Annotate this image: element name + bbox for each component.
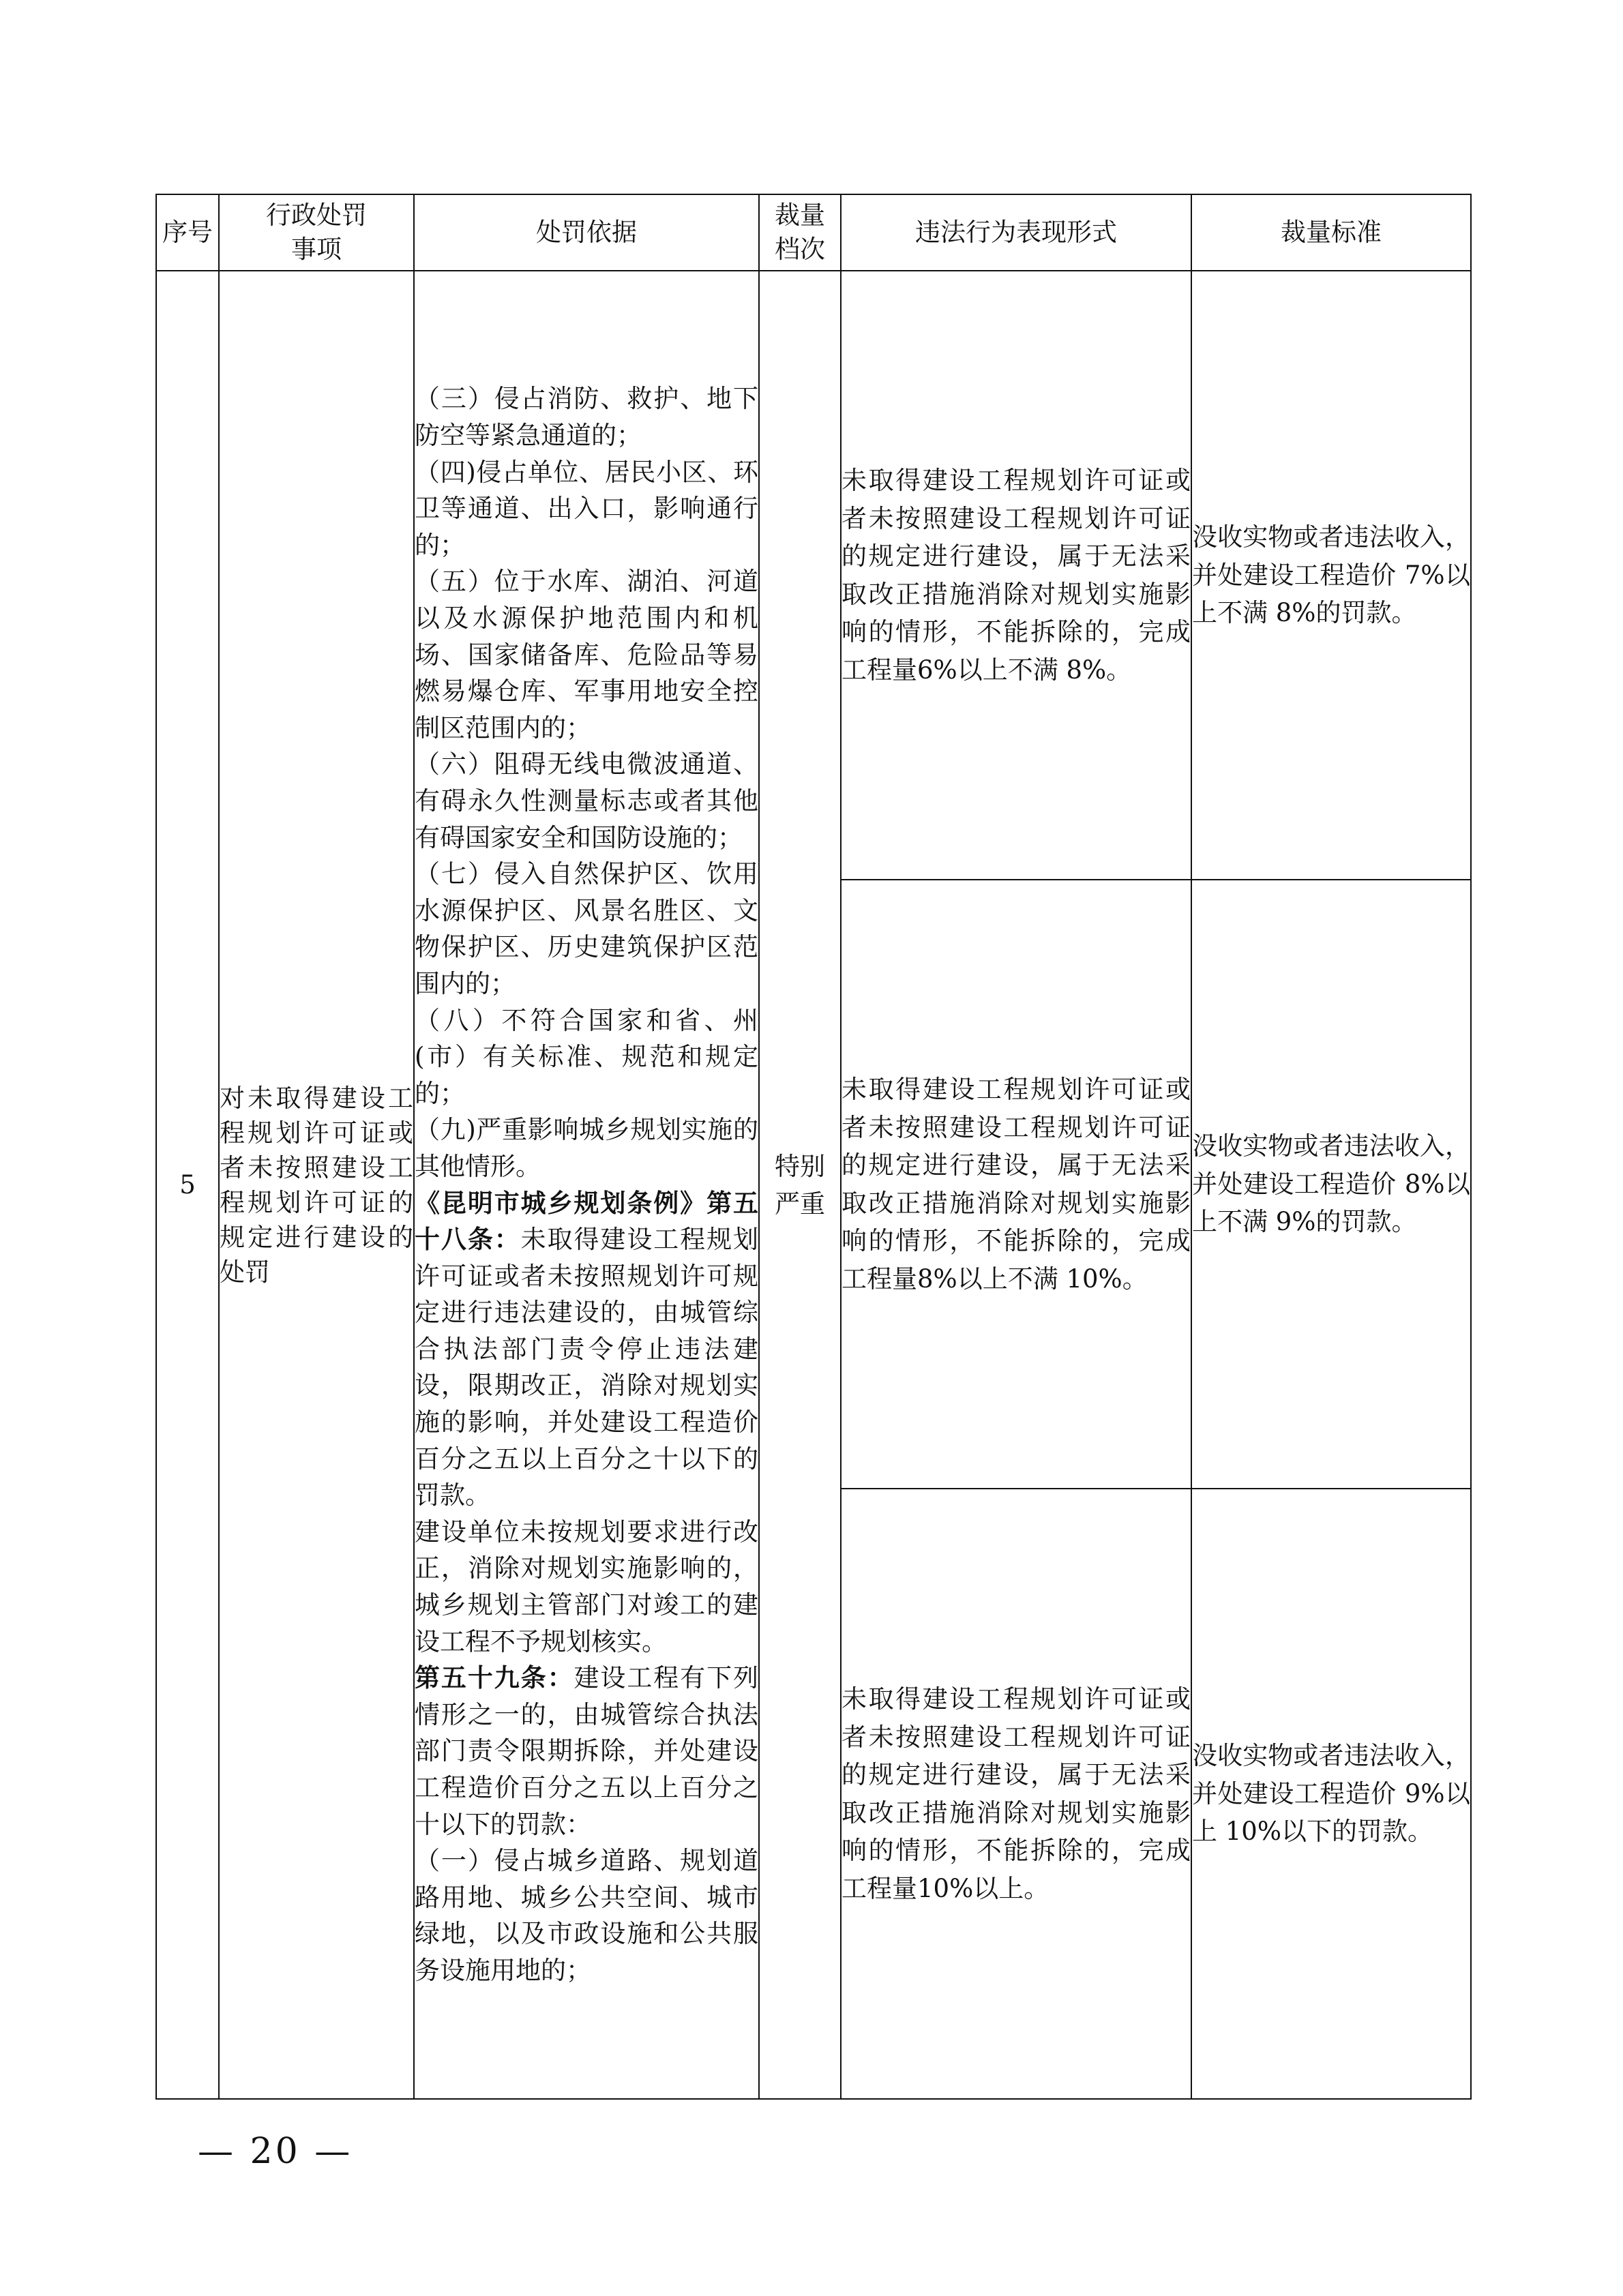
basis-item-3: （三）侵占消防、救护、地下防空等紧急通道的； — [415, 384, 758, 451]
basis-item-4: （四)侵占单位、居民小区、环卫等通道、出入口，影响通行的； — [415, 457, 758, 560]
header-basis: 处罚依据 — [414, 194, 759, 271]
table-header-row — [156, 194, 1471, 271]
header-level — [759, 194, 841, 271]
header-seq: 序号 — [156, 194, 219, 271]
basis-item-9: （九)严重影响城乡规划实施的其他情形。 — [415, 1115, 758, 1181]
article-58-title: 《昆明市城乡规划条例》第五十八条： — [415, 1187, 758, 1255]
row-matter: 对未取得建设工程规划许可证或者未按照建设工程规划许可证的规定进行建设的处罚 — [219, 271, 414, 2099]
row-seq: 5 — [156, 271, 219, 2099]
behavior-cell-3: 未取得建设工程规划许可证或者未按照建设工程规划许可证的规定进行建设，属于无法采取改正措施消除对规划实施影响的情形，不能拆除的，完成工程量10%以上。 — [841, 1489, 1191, 2099]
penalty-table — [155, 194, 1472, 2100]
standard-cell-1: 没收实物或者违法收入，并处建设工程造价 7%以上不满 8%的罚款。 — [1191, 271, 1471, 880]
basis-article-58-para2: 建设单位未按规划要求进行改正，消除对规划实施影响的，城乡规划主管部门对竣工的建设工程不予规划核实。 — [415, 1517, 758, 1656]
standard-cell-3: 没收实物或者违法收入，并处建设工程造价 9%以上 10%以下的罚款。 — [1191, 1489, 1471, 2099]
basis-item-6: （六）阻碍无线电微波通道、有碍永久性测量标志或者其他有碍国家安全和国防设施的； — [415, 749, 758, 852]
article-59-text: 建设工程有下列情形之一的，由城管综合执法部门责令限期拆除，并处建设工程造价百分之五以上百分之十以下的罚款： — [415, 1663, 758, 1839]
basis-item-8: （八）不符合国家和省、州(市）有关标准、规范和规定的； — [415, 1005, 758, 1108]
page-number: — 20 — — [198, 2131, 353, 2172]
article-58-text: 未取得建设工程规划许可证或者未按照规划许可规定进行违法建设的，由城管综合执法部门责令停止违法建设，限期改正，消除对规划实施的影响，并处建设工程造价百分之五以上百分之十以下的罚款。 — [415, 1225, 759, 1510]
header-standard: 裁量标准 — [1191, 194, 1471, 271]
row-basis — [414, 271, 759, 2099]
row-level — [759, 271, 841, 2099]
header-matter — [219, 194, 414, 271]
basis-item-7: （七）侵入自然保护区、饮用水源保护区、风景名胜区、文物保护区、历史建筑保护区范围内的； — [415, 859, 758, 998]
behavior-cell-1: 未取得建设工程规划许可证或者未按照建设工程规划许可证的规定进行建设，属于无法采取改正措施消除对规划实施影响的情形，不能拆除的，完成工程量6%以上不满 8%。 — [841, 271, 1191, 880]
row-level-label: 特别严重 — [775, 1151, 825, 1219]
header-level-label: 裁量档次 — [775, 200, 825, 264]
basis-item-5: （五）位于水库、湖泊、河道以及水源保护地范围内和机场、国家储备库、危险品等易燃易爆仓库、军事用地安全控制区范围内的； — [415, 567, 758, 743]
behavior-cell-2: 未取得建设工程规划许可证或者未按照建设工程规划许可证的规定进行建设，属于无法采取改正措施消除对规划实施影响的情形，不能拆除的，完成工程量8%以上不满 10%。 — [841, 880, 1191, 1489]
article-59-title: 第五十九条： — [415, 1663, 574, 1693]
header-matter-label: 行政处罚事项 — [266, 200, 367, 264]
table-row — [156, 271, 1471, 880]
standard-cell-2: 没收实物或者违法收入，并处建设工程造价 8%以上不满 9%的罚款。 — [1191, 880, 1471, 1489]
basis-item-1: （一）侵占城乡道路、规划道路用地、城乡公共空间、城市绿地，以及市政设施和公共服务设施用地的； — [415, 1846, 758, 1985]
basis-article-58 — [415, 1185, 758, 1514]
basis-article-59 — [415, 1660, 758, 1843]
header-behavior: 违法行为表现形式 — [841, 194, 1191, 271]
